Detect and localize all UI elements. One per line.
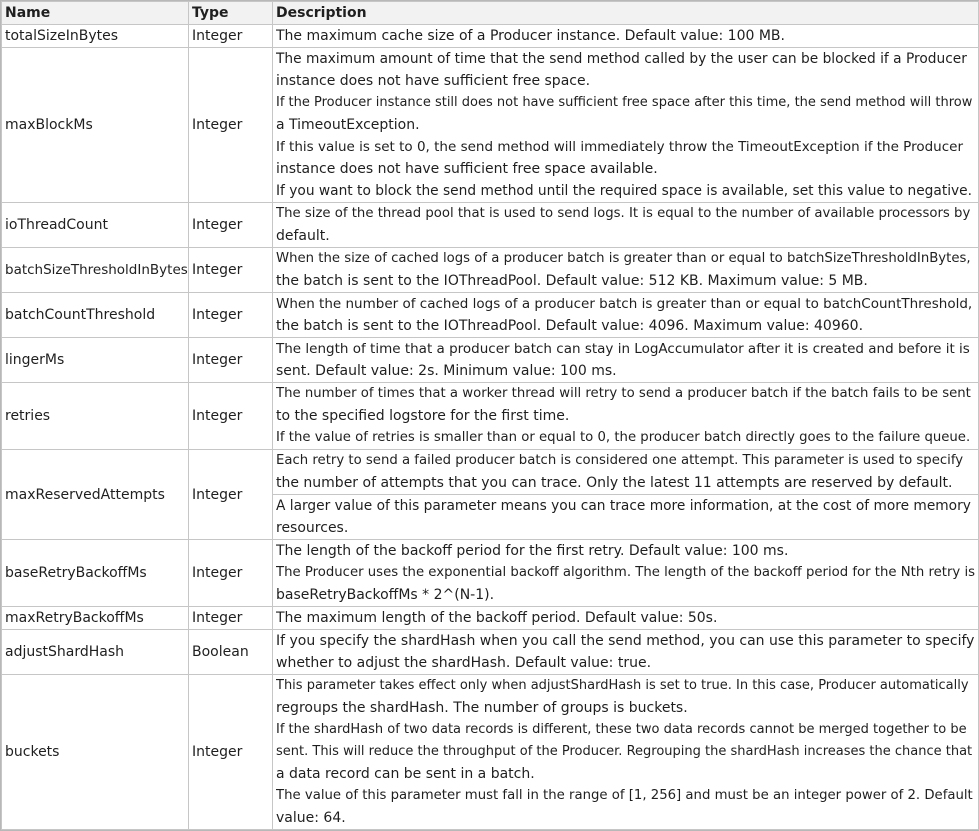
description-paragraph	[273, 248, 978, 292]
description-line: The length of time that a producer batch can stay in LogAccumulator after it is created and before it is	[276, 341, 970, 357]
description-line: The size of the thread pool that is used to send logs. It is equal to the number of available processors by	[276, 206, 971, 221]
param-type-cell: Integer	[189, 540, 273, 607]
param-description-cell	[273, 338, 979, 383]
description-paragraph	[273, 338, 978, 382]
description-paragraph	[273, 383, 978, 449]
param-description-cell	[273, 540, 979, 607]
header-type: Type	[189, 2, 273, 25]
param-description-cell	[273, 675, 979, 830]
param-description-cell	[273, 293, 979, 338]
param-type-cell: Integer	[189, 203, 273, 248]
table-header	[2, 2, 979, 25]
parameter-table	[1, 1, 979, 830]
description-paragraph	[273, 540, 978, 606]
description-line: The value of this parameter must fall in the range of [1, 256] and must be an integer power of 2. Default	[276, 788, 973, 803]
description-line: baseRetryBackoffMs * 2^(N-1).	[276, 587, 495, 603]
description-line: a data record can be sent in a batch.	[276, 766, 535, 782]
description-line: The maximum length of the backoff period. Default value: 50s.	[276, 610, 718, 626]
param-type-cell: Integer	[189, 675, 273, 830]
param-name-cell: retries	[2, 383, 189, 450]
table-row	[2, 338, 979, 383]
param-description-cell	[273, 248, 979, 293]
table-row	[2, 48, 979, 203]
param-description-cell	[273, 48, 979, 203]
description-line: resources.	[276, 520, 349, 536]
description-line: the number of attempts that you can trace. Only the latest 11 attempts are reserved by default.	[276, 475, 953, 491]
table-row	[2, 203, 979, 248]
param-type-cell: Integer	[189, 607, 273, 630]
table-row	[2, 383, 979, 450]
description-paragraph	[273, 630, 978, 674]
param-name-cell: maxBlockMs	[2, 48, 189, 203]
description-line: default.	[276, 228, 330, 244]
header-row	[2, 2, 979, 25]
description-paragraph	[273, 607, 978, 629]
param-name-cell: ioThreadCount	[2, 203, 189, 248]
description-line: Each retry to send a failed producer batch is considered one attempt. This parameter is used to specify	[276, 453, 964, 468]
param-type-cell: Integer	[189, 450, 273, 540]
description-line: If this value is set to 0, the send method will immediately throw the TimeoutException if the Producer	[276, 139, 964, 155]
table-row	[2, 25, 979, 48]
param-type-cell: Integer	[189, 383, 273, 450]
param-type-cell: Boolean	[189, 630, 273, 675]
param-name-cell: adjustShardHash	[2, 630, 189, 675]
description-line: When the number of cached logs of a producer batch is greater than or equal to batchCountThreshold,	[276, 296, 973, 312]
description-line: If the value of retries is smaller than or equal to 0, the producer batch directly goes to the failure queue.	[276, 430, 971, 445]
description-line: a TimeoutException.	[276, 117, 420, 133]
param-name-cell: maxReservedAttempts	[2, 450, 189, 540]
param-description-cell	[273, 450, 979, 540]
description-paragraph	[273, 494, 978, 539]
description-line: The number of times that a worker thread will retry to send a producer batch if the batch fails to be sent	[276, 386, 971, 401]
table-row	[2, 293, 979, 338]
param-description-cell	[273, 630, 979, 675]
description-line: The maximum amount of time that the send method called by the user can be blocked if a Producer	[276, 51, 967, 67]
param-type-cell: Integer	[189, 248, 273, 293]
param-description-cell	[273, 25, 979, 48]
table-row	[2, 675, 979, 830]
description-line: to the specified logstore for the first time.	[276, 408, 570, 424]
table-row	[2, 450, 979, 540]
description-line: instance does not have sufficient free space.	[276, 73, 591, 89]
description-line: When the size of cached logs of a producer batch is greater than or equal to batchSizeThresholdInBytes,	[276, 251, 971, 266]
description-line: If you want to block the send method until the required space is available, set this value to negative.	[276, 183, 972, 199]
description-line: whether to adjust the shardHash. Default value: true.	[276, 655, 652, 671]
description-line: the batch is sent to the IOThreadPool. Default value: 512 KB. Maximum value: 5 MB.	[276, 273, 868, 289]
param-type-cell: Integer	[189, 25, 273, 48]
description-line: If the shardHash of two data records is different, these two data records cannot be merged together to be	[276, 722, 967, 737]
table-row	[2, 607, 979, 630]
param-type-cell: Integer	[189, 293, 273, 338]
param-name-cell: totalSizeInBytes	[2, 25, 189, 48]
param-description-cell	[273, 203, 979, 248]
description-line: If the Producer instance still does not have sufficient free space after this time, the send method will throw	[276, 95, 973, 110]
description-line: If you specify the shardHash when you call the send method, you can use this parameter to specify	[276, 633, 975, 649]
param-name-cell: baseRetryBackoffMs	[2, 540, 189, 607]
description-line: sent. Default value: 2s. Minimum value: 100 ms.	[276, 363, 617, 379]
description-line: value: 64.	[276, 810, 346, 826]
description-line: The maximum cache size of a Producer instance. Default value: 100 MB.	[276, 28, 785, 44]
table-row	[2, 630, 979, 675]
description-paragraph	[273, 203, 978, 247]
param-name-cell: maxRetryBackoffMs	[2, 607, 189, 630]
description-line: This parameter takes effect only when adjustShardHash is set to true. In this case, Producer automatically	[276, 678, 969, 693]
param-description-cell	[273, 383, 979, 450]
description-line: The length of the backoff period for the first retry. Default value: 100 ms.	[276, 543, 789, 559]
param-name-cell: buckets	[2, 675, 189, 830]
header-name: Name	[2, 2, 189, 25]
param-name-cell: batchCountThreshold	[2, 293, 189, 338]
param-type-cell: Integer	[189, 48, 273, 203]
description-paragraph	[273, 293, 978, 337]
description-paragraph	[273, 48, 978, 202]
description-line: regroups the shardHash. The number of groups is buckets.	[276, 700, 688, 716]
param-name-cell: batchSizeThresholdInBytes	[2, 248, 189, 293]
table-row	[2, 540, 979, 607]
header-description: Description	[273, 2, 979, 25]
description-paragraph	[273, 450, 978, 494]
description-line: sent. This will reduce the throughput of the Producer. Regrouping the shardHash increases the chance that	[276, 744, 973, 759]
table-body	[2, 25, 979, 830]
description-paragraph	[273, 25, 978, 47]
description-paragraph	[273, 675, 978, 829]
description-line: A larger value of this parameter means you can trace more information, at the cost of more memory	[276, 498, 971, 514]
description-line: the batch is sent to the IOThreadPool. Default value: 4096. Maximum value: 40960.	[276, 318, 864, 334]
description-line: instance does not have sufficient free space available.	[276, 161, 658, 177]
table-row	[2, 248, 979, 293]
param-type-cell: Integer	[189, 338, 273, 383]
description-line: The Producer uses the exponential backoff algorithm. The length of the backoff period for the Nth retry is	[276, 565, 975, 580]
param-description-cell	[273, 607, 979, 630]
param-name-cell: lingerMs	[2, 338, 189, 383]
